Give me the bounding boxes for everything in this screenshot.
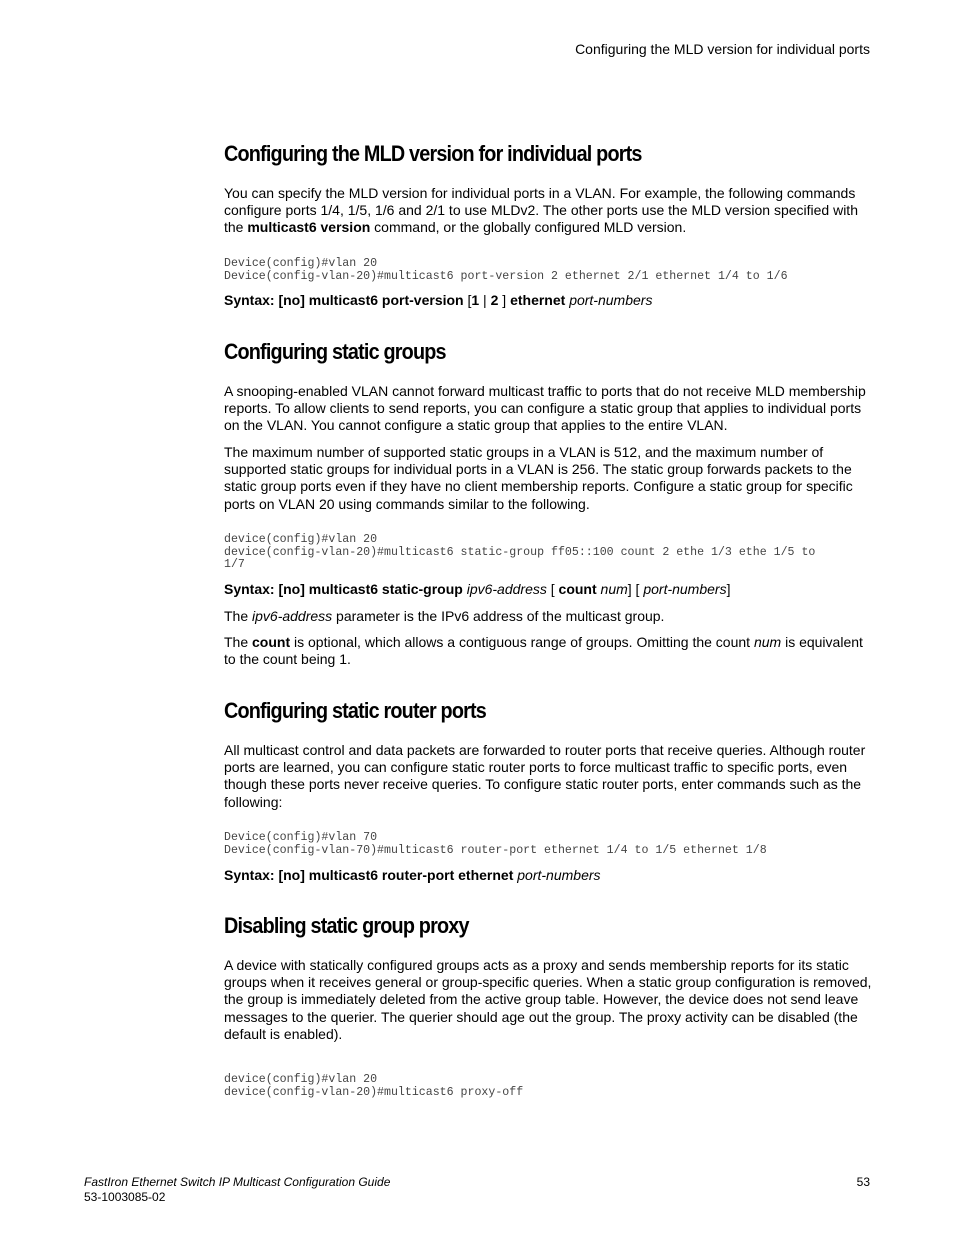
section-router-ports-intro [224,742,872,811]
code-example: Device(config)#vlan 70 Device(config-vlan-70)#multicast6 router-port ethernet 1/4 to 1/5 ethernet 1/8 [224,831,767,857]
code-block [224,534,872,572]
section-heading-mld-version: Configuring the MLD version for individual ports [224,141,642,166]
command-name: multicast6 version [247,219,371,236]
paragraph: The maximum number of supported static groups in a VLAN is 512, and the maximum number of supported static groups for individual ports in a VLAN is 256. The static group forwards packets to the static group ports even if they have no client membership reports. Configure a static group for specific ports on VLAN 20 using commands similar to the following. [224,444,853,512]
paragraph: A device with statically configured groups acts as a proxy and sends membership reports for its static groups when it receives general or group-specific queries. When a static group configuration is removed, the group is immediately deleted from the active group table. However, the device does not send leave messages to the querier. The querier should age out the group. The proxy activity can be disabled (the default is enabled). [224,957,872,1042]
paragraph: All multicast control and data packets are forwarded to router ports that receive queries. Although router ports are learned, you can configure static router ports to force multicast traffic to specific ports, even though these ports never receive queries. To configure static router ports, enter commands such as the following: [224,742,866,810]
code-example: device(config)#vlan 20 device(config-vlan-20)#multicast6 proxy-off [224,1073,524,1099]
code-block [224,258,872,283]
running-header: Configuring the MLD version for individual ports [575,41,870,57]
section-mld-version-heading-block [224,141,872,167]
footer-doc-number: 53-1003085-02 [84,1190,166,1204]
section-mld-version-intro [224,185,872,237]
section-proxy-intro [224,957,872,1043]
footer-guide-title: FastIron Ethernet Switch IP Multicast Configuration Guide [84,1175,391,1189]
code-example: Device(config)#vlan 20 Device(config-vlan-20)#multicast6 port-version 2 ethernet 2/1 ethernet 1/4 to 1/6 [224,257,788,283]
parameter-description [224,634,872,668]
syntax: Syntax: [no] multicast6 static-group ipv6-address [ count num] [ port-numbers] [224,581,731,597]
section-heading-static-router-ports: Configuring static router ports [224,698,486,723]
section-static-groups-limits [224,444,872,513]
paragraph: The ipv6-address parameter is the IPv6 address of the multicast group. [224,608,665,624]
parameter-description [224,608,872,625]
paragraph: A snooping-enabled VLAN cannot forward multicast traffic to ports that do not receive MLD membership reports. To allow clients to send reports, you can configure a static group that applies to individual ports on the VLAN. You cannot configure a static group that applies to the entire VLAN. [224,383,866,434]
footer-page-number: 53 [856,1175,870,1189]
section-heading-static-groups: Configuring static groups [224,339,446,364]
code-block [224,832,872,857]
code-block [224,1074,872,1099]
syntax-line [224,581,872,598]
code-example: device(config)#vlan 20 device(config-vlan-20)#multicast6 static-group ff05::100 count 2 ethe 1/3 ethe 1/5 to 1/7 [224,533,816,571]
footer-left [84,1175,390,1205]
paragraph: You can specify the MLD version for individual ports in a VLAN. For example, the following commands configure ports 1/4, 1/5, 1/6 and 2/1 to use MLDv2. The other ports use the MLD version specified with the multicast6 version command, or the globally configured MLD version. [224,185,858,236]
section-router-ports-heading-block [224,698,872,724]
section-static-groups-intro [224,383,872,435]
syntax: Syntax: [no] multicast6 router-port ethernet port-numbers [224,867,601,883]
section-static-groups-heading-block [224,339,872,365]
section-proxy-heading-block [224,913,872,939]
section-heading-disabling-static-group-proxy: Disabling static group proxy [224,913,469,938]
syntax: Syntax: [no] multicast6 port-version [1 | 2 ] ethernet port-numbers [224,292,653,308]
syntax-line [224,867,872,884]
syntax-line [224,292,872,309]
paragraph: The count is optional, which allows a contiguous range of groups. Omitting the count num is equivalent to the count being 1. [224,634,863,668]
